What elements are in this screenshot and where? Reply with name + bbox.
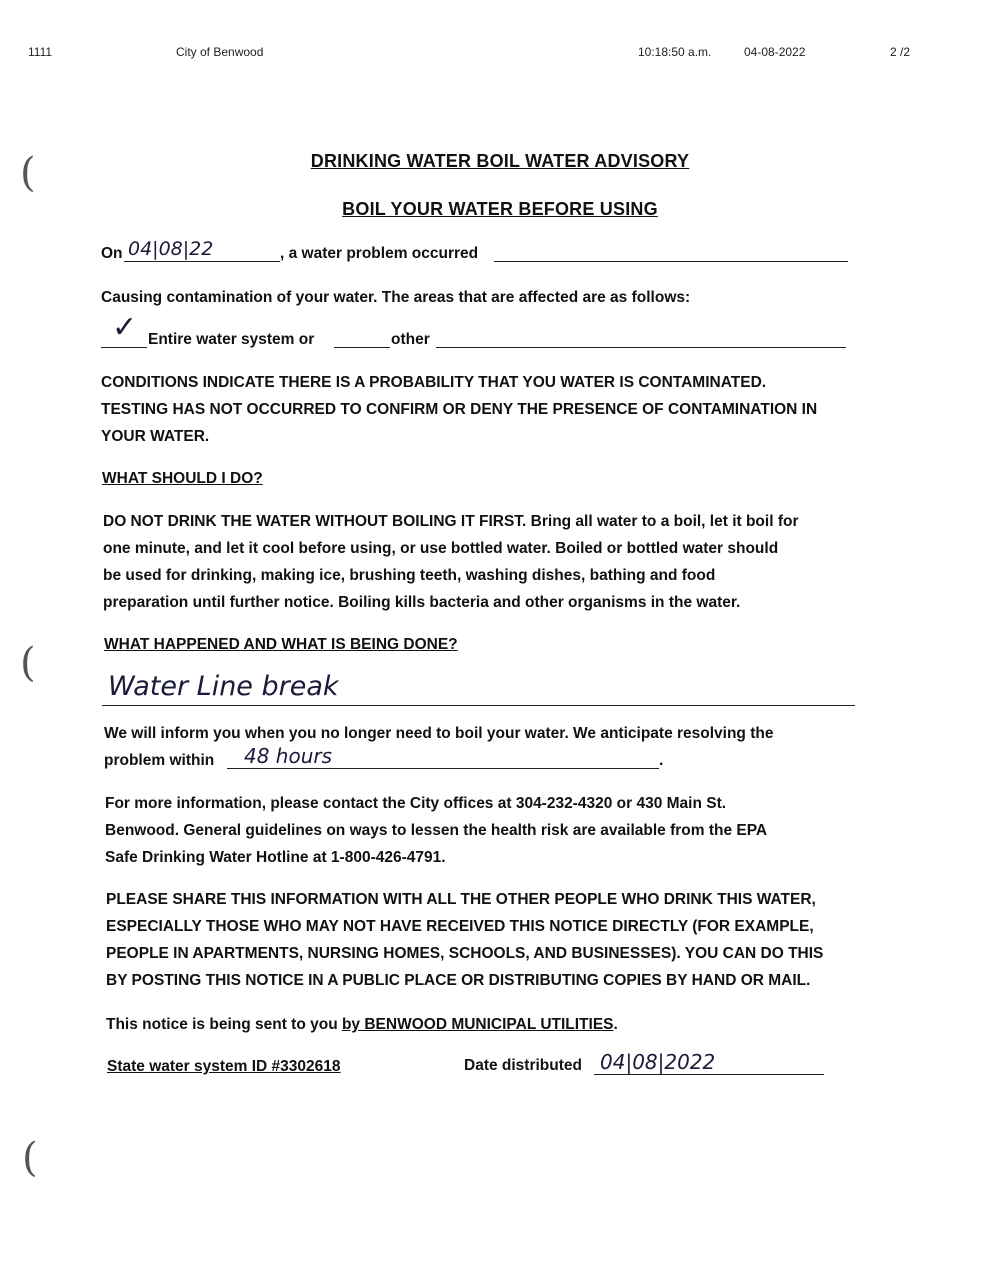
binder-hole-mark-middle: ( (20, 640, 36, 686)
fax-sender: City of Benwood (176, 45, 264, 59)
resolution-prefix: problem within (104, 752, 215, 769)
what-happened-handwritten: Water Line break (108, 671, 339, 702)
occurrence-date-line (124, 261, 280, 262)
state-system-id: State water system ID #3302618 (107, 1058, 341, 1075)
other-areas-line (436, 347, 846, 348)
sender-notice (106, 1011, 618, 1038)
resolution-time-handwritten: 48 hours (244, 744, 333, 768)
resolution-line-1: We will inform you when you no longer need to boil your water. We anticipate resolving the (104, 725, 774, 742)
share-line: PLEASE SHARE THIS INFORMATION WITH ALL THE OTHER PEOPLE WHO DRINK THIS WATER, (106, 891, 816, 908)
advisory-subtitle: BOIL YOUR WATER BEFORE USING (342, 199, 658, 219)
fax-page-code: 1111 (28, 45, 53, 59)
sender-name: by BENWOOD MUNICIPAL UTILITIES (341, 1016, 614, 1033)
check-mark: ✓ (112, 310, 138, 345)
what-to-do-line: one minute, and let it cool before using, or use bottled water. Boiled or bottled water should (103, 540, 779, 557)
share-line: BY POSTING THIS NOTICE IN A PUBLIC PLACE OR DISTRIBUTING COPIES BY HAND OR MAIL. (106, 972, 811, 989)
occurrence-date-handwritten: 04|08|22 (128, 238, 214, 260)
occurrence-prefix: On (101, 245, 123, 262)
resolution-time-line (227, 768, 659, 769)
other-label: other (391, 331, 430, 348)
share-line: PEOPLE IN APARTMENTS, NURSING HOMES, SCHOOLS, AND BUSINESSES). YOU CAN DO THIS (106, 945, 824, 962)
fax-date: 04-08-2022 (744, 45, 806, 59)
conditions-line: CONDITIONS INDICATE THERE IS A PROBABILITY THAT YOU WATER IS CONTAMINATED. (101, 374, 767, 391)
contact-line: For more information, please contact the City offices at 304-232-4320 or 430 Main St. (105, 795, 727, 812)
binder-hole-mark-top: ( (20, 150, 36, 196)
what-to-do-line: be used for drinking, making ice, brushing teeth, washing dishes, bathing and food (103, 567, 716, 584)
binder-hole-mark-bottom: ( (22, 1135, 38, 1181)
conditions-paragraph (101, 369, 817, 450)
conditions-line: TESTING HAS NOT OCCURRED TO CONFIRM OR DENY THE PRESENCE OF CONTAMINATION IN (101, 401, 818, 418)
what-happened-heading: WHAT HAPPENED AND WHAT IS BEING DONE? (104, 636, 458, 653)
contact-line: Safe Drinking Water Hotline at 1-800-426-4791. (105, 849, 446, 866)
resolution-period: . (659, 752, 664, 769)
entire-system-label: Entire water system or (148, 331, 315, 348)
sender-notice-prefix: This notice is being sent to you (106, 1016, 342, 1033)
advisory-title: DRINKING WATER BOIL WATER ADVISORY (310, 151, 690, 171)
what-to-do-heading: WHAT SHOULD I DO? (102, 470, 263, 487)
contact-paragraph (105, 790, 767, 871)
what-to-do-paragraph (103, 508, 798, 616)
entire-system-check-line (101, 347, 147, 348)
contact-line: Benwood. General guidelines on ways to lessen the health risk are available from the EPA (105, 822, 768, 839)
problem-description-line (494, 261, 848, 262)
date-distributed-handwritten: 04|08|2022 (600, 1050, 716, 1074)
areas-intro: Causing contamination of your water. The areas that are affected are as follows: (101, 289, 691, 306)
occurrence-suffix: , a water problem occurred (280, 245, 479, 262)
conditions-line: YOUR WATER. (101, 428, 210, 445)
date-distributed-label: Date distributed (464, 1057, 582, 1074)
fax-time: 10:18:50 a.m. (638, 45, 712, 59)
what-to-do-line: DO NOT DRINK THE WATER WITHOUT BOILING IT FIRST. Bring all water to a boil, let it boil for (103, 513, 799, 530)
share-paragraph (106, 886, 823, 994)
share-line: ESPECIALLY THOSE WHO MAY NOT HAVE RECEIVED THIS NOTICE DIRECTLY (FOR EXAMPLE, (106, 918, 814, 935)
what-to-do-line: preparation until further notice. Boiling kills bacteria and other organisms in the water. (103, 594, 741, 611)
fax-page-number: 2 /2 (890, 45, 911, 59)
other-check-line (334, 347, 390, 348)
sender-notice-suffix: . (613, 1016, 618, 1033)
what-happened-line (102, 705, 855, 706)
date-distributed-line (594, 1074, 824, 1075)
